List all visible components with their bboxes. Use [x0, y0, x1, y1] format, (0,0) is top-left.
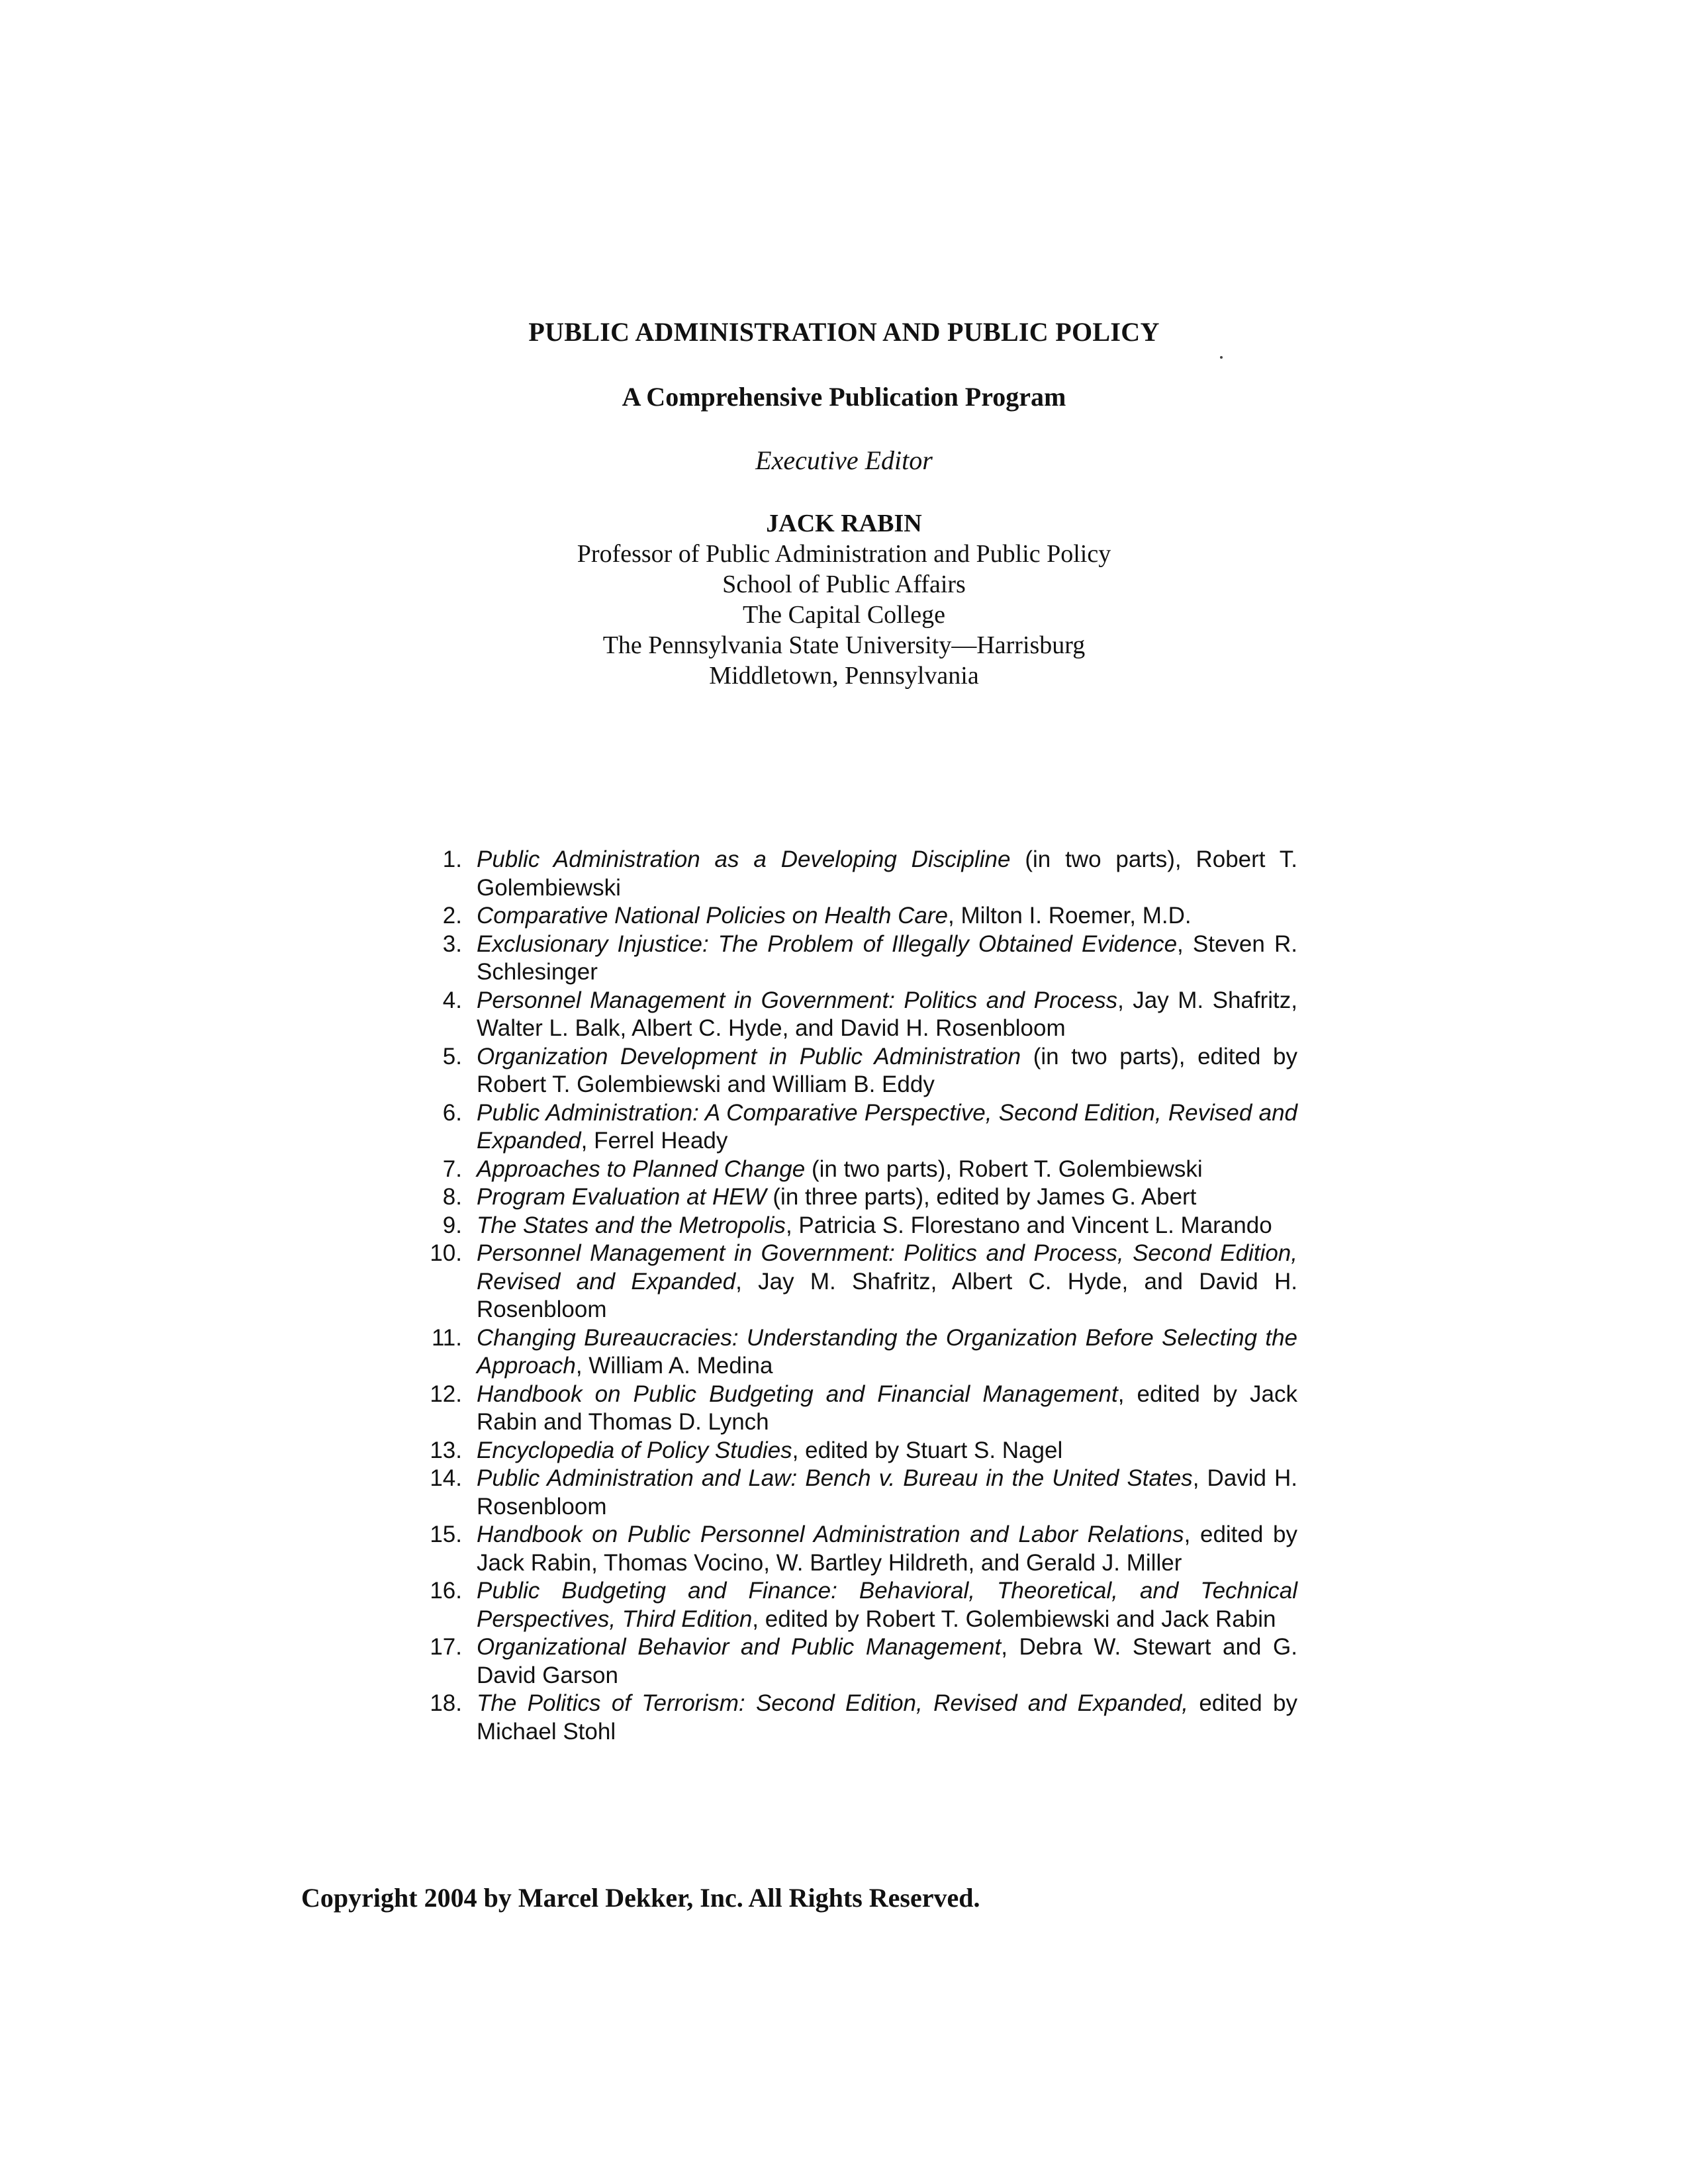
book-list-item [424, 1156, 1297, 1184]
book-title: Approaches to Planned Change [477, 1156, 806, 1182]
book-authors: (in two parts), Robert T. Golembiewski [805, 1156, 1203, 1182]
book-number: 10. [430, 1240, 462, 1266]
book-title: Public Administration and Law: Bench v. Bureau in the United States [477, 1465, 1193, 1491]
series-title: PUBLIC ADMINISTRATION AND PUBLIC POLICY [528, 317, 1160, 347]
book-title: Public Administration as a Developing Discipline [477, 846, 1011, 872]
book-title: Program Evaluation at HEW [477, 1184, 767, 1210]
book-number: 13. [430, 1437, 462, 1463]
book-list-item [424, 1437, 1297, 1465]
book-list-item [424, 1212, 1297, 1240]
book-title: Personnel Management in Government: Politics and Process, Second Edition, Revised and Expanded [477, 1240, 1297, 1295]
book-authors: , Patricia S. Florestano and Vincent L. Marando [785, 1212, 1272, 1238]
book-authors: , Jay M. Shafritz, Albert C. Hyde, and David H. Rosenbloom [477, 1268, 1297, 1322]
book-authors: , Debra W. Stewart and G. David Garson [477, 1634, 1297, 1688]
book-authors: , Milton I. Roemer, M.D. [948, 903, 1192, 929]
book-entry [477, 931, 1297, 987]
book-number: 2. [442, 903, 462, 929]
editor-block [0, 508, 1688, 691]
book-list-item [424, 1183, 1297, 1212]
book-list-item [424, 987, 1297, 1043]
book-list-item [424, 1690, 1297, 1746]
book-list-item [424, 1577, 1297, 1633]
book-number: 11. [431, 1324, 462, 1351]
book-entry [477, 1465, 1297, 1521]
series-subtitle: A Comprehensive Publication Program [622, 382, 1066, 412]
book-authors: , edited by Jack Rabin, Thomas Vocino, W. Bartley Hildreth, and Gerald J. Miller [477, 1522, 1297, 1576]
book-title: Comparative National Policies on Health Care [477, 903, 949, 929]
book-list-item [424, 1099, 1297, 1156]
book-authors: , edited by Jack Rabin and Thomas D. Lynch [477, 1381, 1297, 1435]
book-authors: edited by Michael Stohl [477, 1690, 1297, 1745]
book-entry [477, 987, 1297, 1043]
book-authors: (in three parts), edited by James G. Abert [766, 1184, 1197, 1210]
book-list-item [424, 1381, 1297, 1437]
book-authors: , edited by Stuart S. Nagel [792, 1437, 1063, 1463]
book-number: 9. [442, 1212, 462, 1238]
book-title: Encyclopedia of Policy Studies [477, 1437, 792, 1463]
book-number: 7. [442, 1156, 462, 1182]
editor-affiliation-line: School of Public Affairs [722, 570, 966, 598]
book-authors: , Steven R. Schlesinger [477, 931, 1298, 985]
book-number: 5. [442, 1043, 462, 1069]
book-list [424, 846, 1297, 1746]
book-title: Handbook on Public Budgeting and Financial Management [477, 1381, 1118, 1407]
book-list-item [424, 1521, 1297, 1577]
editor-role: Executive Editor [755, 445, 933, 475]
copyright-notice: Copyright 2004 by Marcel Dekker, Inc. All Rights Reserved. [301, 1883, 980, 1913]
book-title: Public Administration: A Comparative Perspective, Second Edition, Revised and Expanded [477, 1099, 1297, 1154]
book-entry [477, 1690, 1297, 1746]
editor-affiliation-line: The Pennsylvania State University—Harrisburg [602, 631, 1086, 659]
book-number: 18. [430, 1690, 462, 1716]
book-list-item [424, 902, 1297, 931]
book-authors: , William A. Medina [575, 1353, 773, 1379]
book-entry [477, 1212, 1297, 1240]
book-authors: (in two parts), Robert T. Golembiewski [477, 846, 1297, 901]
editor-name: JACK RABIN [766, 510, 922, 537]
book-title: Organization Development in Public Administration [477, 1043, 1021, 1069]
book-entry [477, 1521, 1297, 1577]
book-title: Organizational Behavior and Public Management [477, 1634, 1002, 1660]
book-entry [477, 902, 1297, 931]
book-entry [477, 1183, 1297, 1212]
book-title: Handbook on Public Personnel Administration and Labor Relations [477, 1522, 1184, 1547]
book-entry [477, 1577, 1297, 1633]
book-number: 14. [430, 1465, 462, 1491]
book-list-item [424, 1633, 1297, 1690]
book-authors: , Ferrel Heady [581, 1128, 728, 1154]
book-number: 4. [442, 987, 462, 1013]
book-number: 17. [430, 1634, 462, 1660]
scan-speck [1220, 356, 1223, 359]
book-authors: (in two parts), edited by Robert T. Golembiewski and William B. Eddy [477, 1043, 1297, 1097]
book-entry [477, 1099, 1297, 1156]
book-entry [477, 1381, 1297, 1437]
book-title: Exclusionary Injustice: The Problem of Illegally Obtained Evidence [477, 931, 1178, 957]
book-entry [477, 1240, 1297, 1324]
book-title: The Politics of Terrorism: Second Edition, Revised and Expanded, [477, 1690, 1188, 1716]
editor-affiliation-line: The Capital College [742, 601, 946, 629]
book-number: 16. [430, 1578, 462, 1604]
book-list-item [424, 1465, 1297, 1521]
book-entry [477, 846, 1297, 902]
editor-affiliation-line: Middletown, Pennsylvania [709, 662, 979, 690]
book-entry [477, 1324, 1297, 1381]
book-authors: , David H. Rosenbloom [477, 1465, 1298, 1520]
book-number: 6. [442, 1099, 462, 1126]
book-list-item [424, 1240, 1297, 1324]
book-authors: , Jay M. Shafritz, Walter L. Balk, Albert C. Hyde, and David H. Rosenbloom [477, 987, 1297, 1041]
book-entry [477, 1633, 1297, 1690]
book-number: 8. [442, 1184, 462, 1210]
book-number: 1. [442, 846, 462, 872]
book-list-item [424, 1043, 1297, 1099]
book-number: 15. [430, 1522, 462, 1547]
book-title: The States and the Metropolis [477, 1212, 786, 1238]
book-title: Personnel Management in Government: Politics and Process [477, 987, 1118, 1013]
book-entry [477, 1437, 1297, 1465]
book-number: 12. [430, 1381, 462, 1407]
book-entry [477, 1043, 1297, 1099]
book-entry [477, 1156, 1297, 1184]
book-list-item [424, 931, 1297, 987]
editor-affiliation-line: Professor of Public Administration and Public Policy [577, 540, 1111, 568]
book-list-item [424, 1324, 1297, 1381]
book-authors: , edited by Robert T. Golembiewski and Jack Rabin [752, 1606, 1276, 1632]
book-title: Changing Bureaucracies: Understanding the Organization Before Selecting the Approach [477, 1324, 1297, 1379]
book-number: 3. [442, 931, 462, 957]
book-list-item [424, 846, 1297, 902]
book-title: Public Budgeting and Finance: Behavioral, Theoretical, and Technical Perspectives, Third Edition [477, 1578, 1297, 1632]
